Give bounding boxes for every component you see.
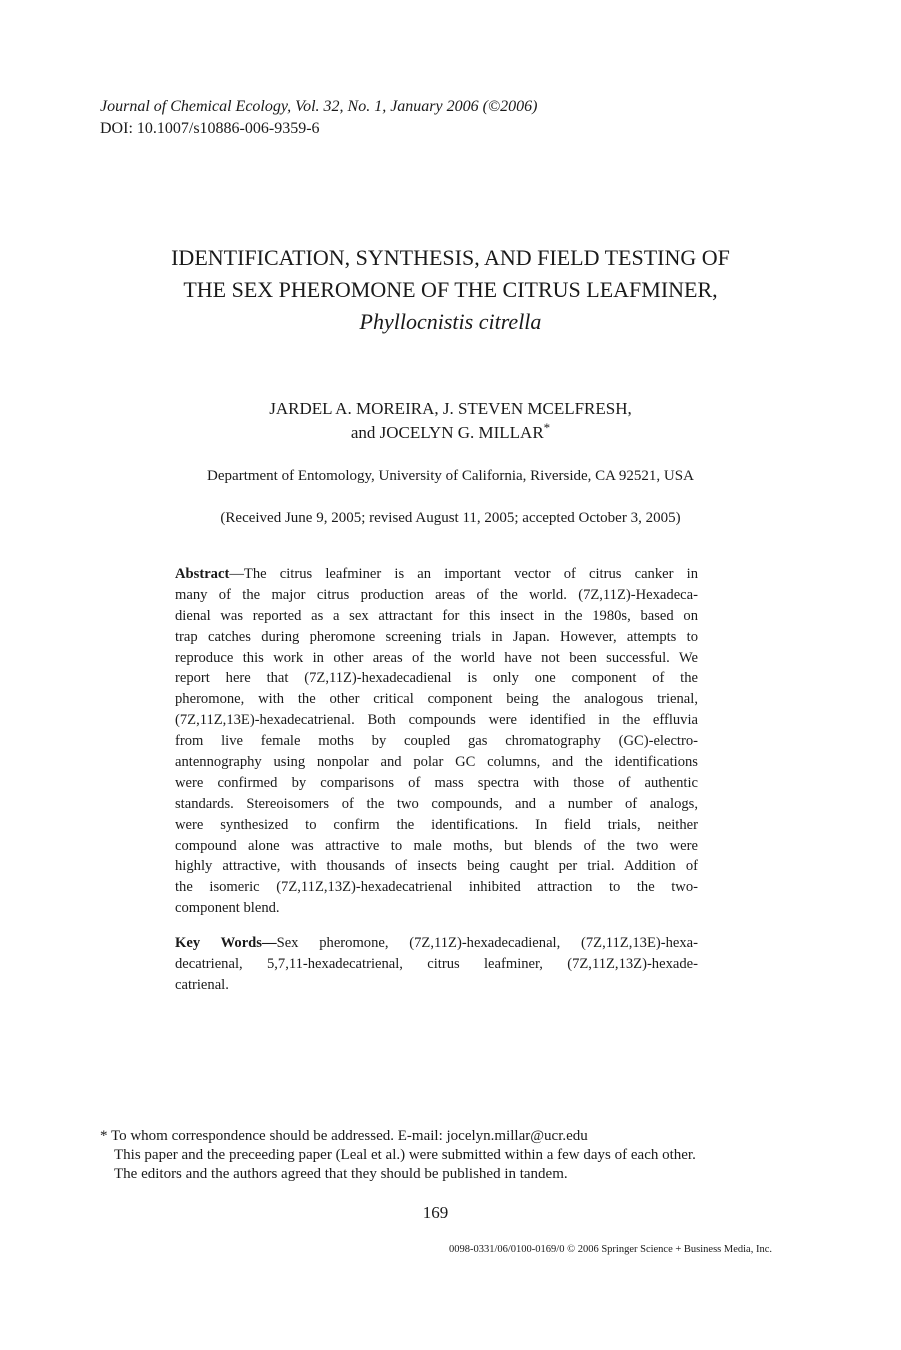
abstract-line: (7Z,11Z,13E)-hexadecatrienal. Both compounds were identified in the effluvia bbox=[175, 712, 698, 729]
keywords-label: Key Words— bbox=[175, 935, 277, 951]
correspondence-mark: * bbox=[543, 420, 551, 435]
keywords bbox=[175, 933, 698, 996]
title-line-1: IDENTIFICATION, SYNTHESIS, AND FIELD TESTING OF bbox=[171, 245, 730, 270]
correspondence-footnote: * To whom correspondence should be addressed. E-mail: jocelyn.millar@ucr.edu bbox=[100, 1128, 588, 1144]
title-line-2: THE SEX PHEROMONE OF THE CITRUS LEAFMINER, bbox=[183, 277, 718, 302]
authors bbox=[60, 397, 841, 445]
keywords-line: Key Words—Sex pheromone, (7Z,11Z)-hexadecadienal, (7Z,11Z,13E)-hexa- bbox=[175, 935, 698, 951]
abstract-line: were confirmed by comparisons of mass spectra with those of authentic bbox=[175, 774, 698, 791]
footnotes bbox=[100, 1127, 800, 1184]
abstract-line: pheromone, with the other critical component being the analogous trienal, bbox=[175, 691, 698, 708]
abstract-line: standards. Stereoisomers of the two compounds, and a number of analogs, bbox=[175, 795, 698, 812]
abstract-line: report here that (7Z,11Z)-hexadecadienal is only one component of the bbox=[175, 670, 698, 687]
abstract bbox=[175, 564, 698, 919]
journal-citation: Journal of Chemical Ecology, Vol. 32, No. 1, January 2006 (©2006) bbox=[100, 98, 538, 115]
abstract-line: dienal was reported as a sex attractant for this insect in the 1980s, based on bbox=[175, 607, 698, 624]
abstract-line: highly attractive, with thousands of insects being caught per trial. Addition of bbox=[175, 858, 698, 875]
authors-line-2 bbox=[60, 421, 841, 445]
abstract-line: many of the major citrus production areas of the world. (7Z,11Z)-Hexadeca- bbox=[175, 586, 698, 603]
abstract-line: reproduce this work in other areas of the world have not been successful. We bbox=[175, 649, 698, 666]
authors-line-2-text: and JOCELYN G. MILLAR bbox=[350, 423, 544, 442]
received-dates: (Received June 9, 2005; revised August 11, 2005; accepted October 3, 2005) bbox=[220, 510, 681, 526]
abstract-line: component blend. bbox=[175, 900, 280, 917]
abstract-line: compound alone was attractive to male moths, but blends of the two were bbox=[175, 837, 698, 854]
tandem-footnote-line-2: The editors and the authors agreed that they should be published in tandem. bbox=[114, 1166, 568, 1182]
abstract-line: antennography using nonpolar and polar GC columns, and the identifications bbox=[175, 754, 698, 771]
authors-line-1: JARDEL A. MOREIRA, J. STEVEN MCELFRESH, bbox=[269, 399, 632, 418]
abstract-label: Abstract bbox=[175, 566, 230, 582]
abstract-line: Abstract—The citrus leafminer is an important vector of citrus canker in bbox=[175, 566, 698, 582]
title-species: Phyllocnistis citrella bbox=[359, 309, 542, 334]
abstract-line: trap catches during pheromone screening trials in Japan. However, attempts to bbox=[175, 628, 698, 645]
abstract-line: the isomeric (7Z,11Z,13Z)-hexadecatrienal inhibited attraction to the two- bbox=[175, 879, 698, 896]
page-number: 169 bbox=[422, 1203, 449, 1222]
affiliation: Department of Entomology, University of California, Riverside, CA 92521, USA bbox=[207, 468, 694, 484]
copyright-line: 0098-0331/06/0100-0169/0 © 2006 Springer Science + Business Media, Inc. bbox=[448, 1244, 772, 1255]
abstract-line: from live female moths by coupled gas chromatography (GC)-electro- bbox=[175, 733, 698, 750]
keywords-line: decatrienal, 5,7,11-hexadecatrienal, citrus leafminer, (7Z,11Z,13Z)-hexade- bbox=[175, 955, 698, 972]
doi: DOI: 10.1007/s10886-006-9359-6 bbox=[100, 120, 320, 137]
keywords-line: catrienal. bbox=[175, 976, 229, 993]
tandem-footnote-line-1: This paper and the preceeding paper (Leal et al.) were submitted within a few days of each other. bbox=[114, 1147, 696, 1163]
article-title bbox=[60, 242, 841, 338]
abstract-line: were synthesized to confirm the identifications. In field trials, neither bbox=[175, 816, 698, 833]
